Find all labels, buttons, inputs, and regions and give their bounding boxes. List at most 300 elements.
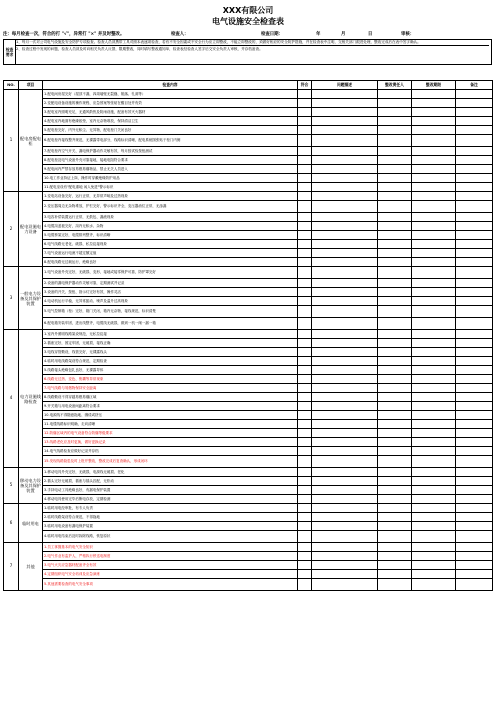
table-row: [4, 477, 493, 486]
conform-cell[interactable]: [298, 504, 312, 513]
check-content: 4.移动电具使用完毕后断电存放，定期检测: [43, 495, 298, 504]
deadline-cell[interactable]: [412, 231, 456, 240]
section-item: 配电设施电力设备: [19, 192, 43, 267]
deadline-cell[interactable]: [412, 420, 456, 429]
check-content: 4.定期组织电气安全培训及应急演练: [43, 570, 298, 579]
responsible-cell[interactable]: [378, 552, 412, 561]
remark-cell[interactable]: [456, 297, 493, 306]
problem-cell[interactable]: [312, 552, 378, 561]
problem-cell[interactable]: [312, 531, 378, 543]
check-content: 9.配电间内严禁存放易燃易爆物品，禁止无关人员进入: [43, 165, 298, 174]
column-header: NO.: [4, 81, 19, 90]
remark-cell[interactable]: [456, 468, 493, 477]
deadline-cell[interactable]: [412, 522, 456, 531]
responsible-cell[interactable]: [378, 393, 412, 402]
responsible-cell[interactable]: [378, 357, 412, 366]
responsible-cell[interactable]: [378, 135, 412, 147]
remark-cell[interactable]: [456, 156, 493, 165]
responsible-cell[interactable]: [378, 126, 412, 135]
problem-cell[interactable]: [312, 174, 378, 183]
responsible-cell[interactable]: [378, 288, 412, 297]
conform-cell[interactable]: [298, 456, 312, 468]
remark-cell[interactable]: [456, 411, 493, 420]
deadline-cell[interactable]: [412, 330, 456, 339]
responsible-cell[interactable]: [378, 456, 412, 468]
conform-cell[interactable]: [298, 429, 312, 438]
responsible-cell[interactable]: [378, 579, 412, 591]
problem-cell[interactable]: [312, 393, 378, 402]
conform-cell[interactable]: [298, 384, 312, 393]
responsible-cell[interactable]: [378, 213, 412, 222]
conform-cell[interactable]: [298, 156, 312, 165]
remark-cell[interactable]: [456, 213, 493, 222]
remark-cell[interactable]: [456, 147, 493, 156]
problem-cell[interactable]: [312, 222, 378, 231]
problem-cell[interactable]: [312, 420, 378, 429]
conform-cell[interactable]: [298, 201, 312, 213]
responsible-cell[interactable]: [378, 330, 412, 339]
problem-cell[interactable]: [312, 543, 378, 552]
problem-cell[interactable]: [312, 258, 378, 267]
conform-cell[interactable]: [298, 192, 312, 201]
remark-cell[interactable]: [456, 249, 493, 258]
check-content: 5.电缆桥架完好，电缆排列整齐，标识清晰: [43, 231, 298, 240]
remark-cell[interactable]: [456, 543, 493, 552]
meta-bar: [3, 29, 493, 39]
problem-cell[interactable]: [312, 522, 378, 531]
remark-cell[interactable]: [456, 348, 493, 357]
responsible-cell[interactable]: [378, 306, 412, 318]
conform-cell[interactable]: [298, 90, 312, 99]
conform-cell[interactable]: [298, 318, 312, 330]
problem-cell[interactable]: [312, 504, 378, 513]
conform-cell[interactable]: [298, 147, 312, 156]
remark-cell[interactable]: [456, 486, 493, 495]
deadline-cell[interactable]: [412, 318, 456, 330]
deadline-cell[interactable]: [412, 306, 456, 318]
remark-cell[interactable]: [456, 561, 493, 570]
problem-cell[interactable]: [312, 213, 378, 222]
remark-cell[interactable]: [456, 477, 493, 486]
conform-cell[interactable]: [298, 420, 312, 429]
remark-cell[interactable]: [456, 357, 493, 366]
problem-cell[interactable]: [312, 330, 378, 339]
column-header: 项目: [19, 81, 43, 90]
problem-cell[interactable]: [312, 288, 378, 297]
conform-cell[interactable]: [298, 258, 312, 267]
remark-cell[interactable]: [456, 126, 493, 135]
deadline-cell[interactable]: [412, 531, 456, 543]
responsible-cell[interactable]: [378, 339, 412, 348]
remark-cell[interactable]: [456, 183, 493, 192]
remark-cell[interactable]: [456, 531, 493, 543]
remark-cell[interactable]: [456, 438, 493, 447]
remark-cell[interactable]: [456, 279, 493, 288]
responsible-cell[interactable]: [378, 366, 412, 375]
responsible-cell[interactable]: [378, 231, 412, 240]
check-content: 14.电气线路检查应做好记录并存档: [43, 447, 298, 456]
problem-cell[interactable]: [312, 366, 378, 375]
responsible-cell[interactable]: [378, 90, 412, 99]
remark-cell[interactable]: [456, 393, 493, 402]
conform-cell[interactable]: [298, 543, 312, 552]
deadline-cell[interactable]: [412, 561, 456, 570]
table-row: [4, 231, 493, 240]
conform-cell[interactable]: [298, 570, 312, 579]
problem-cell[interactable]: [312, 165, 378, 174]
deadline-cell[interactable]: [412, 456, 456, 468]
responsible-cell[interactable]: [378, 99, 412, 108]
problem-cell[interactable]: [312, 318, 378, 330]
requirements-box: [3, 39, 492, 65]
deadline-cell[interactable]: [412, 147, 456, 156]
remark-cell[interactable]: [456, 579, 493, 591]
problem-cell[interactable]: [312, 147, 378, 156]
responsible-cell[interactable]: [378, 156, 412, 165]
table-row: [4, 411, 493, 420]
deadline-cell[interactable]: [412, 174, 456, 183]
conform-cell[interactable]: [298, 561, 312, 570]
conform-cell[interactable]: [298, 330, 312, 339]
deadline-cell[interactable]: [412, 375, 456, 384]
conform-cell[interactable]: [298, 402, 312, 411]
check-content: 4.临时用电线路架设符合规范，定期检查: [43, 357, 298, 366]
check-content: 4.临时用电结束后及时拆除线路，恢复原状: [43, 531, 298, 543]
check-content: 2.临时线路架设符合规范，不得拖地: [43, 513, 298, 522]
conform-cell[interactable]: [298, 165, 312, 174]
responsible-cell[interactable]: [378, 468, 412, 477]
conform-cell[interactable]: [298, 183, 312, 192]
check-content: 5.电气控制箱（柜）完好，箱门关闭，箱内无杂物，接线规范，标识清楚: [43, 306, 298, 318]
remark-cell[interactable]: [456, 522, 493, 531]
deadline-cell[interactable]: [412, 477, 456, 486]
conform-cell[interactable]: [298, 486, 312, 495]
column-header: 整改期限: [412, 81, 456, 90]
conform-cell[interactable]: [298, 222, 312, 231]
conform-cell[interactable]: [298, 99, 312, 108]
remark-cell[interactable]: [456, 552, 493, 561]
requirement-line: 2、检查过程中发现的问题，检查人员须及时向相关负责人反馈，限期整改，同时填写整改通知单，检查表经检查人签字后交安全负责人审核，并存档备查。: [16, 47, 263, 52]
deadline-cell[interactable]: [412, 468, 456, 477]
responsible-cell[interactable]: [378, 297, 412, 306]
responsible-cell[interactable]: [378, 486, 412, 495]
deadline-cell[interactable]: [412, 258, 456, 267]
table-row: [4, 495, 493, 504]
deadline-cell[interactable]: [412, 447, 456, 456]
conform-cell[interactable]: [298, 348, 312, 357]
remark-cell[interactable]: [456, 495, 493, 504]
conform-cell[interactable]: [298, 366, 312, 375]
remark-cell[interactable]: [456, 231, 493, 240]
section-number: 4: [4, 330, 19, 468]
responsible-cell[interactable]: [378, 147, 412, 156]
problem-cell[interactable]: [312, 579, 378, 591]
responsible-cell[interactable]: [378, 108, 412, 117]
responsible-cell[interactable]: [378, 279, 412, 288]
responsible-cell[interactable]: [378, 192, 412, 201]
deadline-cell[interactable]: [412, 90, 456, 99]
responsible-cell[interactable]: [378, 117, 412, 126]
remark-cell[interactable]: [456, 267, 493, 279]
problem-cell[interactable]: [312, 90, 378, 99]
remark-cell[interactable]: [456, 117, 493, 126]
responsible-cell[interactable]: [378, 477, 412, 486]
deadline-cell[interactable]: [412, 402, 456, 411]
remark-cell[interactable]: [456, 447, 493, 456]
deadline-cell[interactable]: [412, 579, 456, 591]
table-row: [4, 99, 493, 108]
problem-cell[interactable]: [312, 183, 378, 192]
problem-cell[interactable]: [312, 117, 378, 126]
deadline-cell[interactable]: [412, 513, 456, 522]
conform-cell[interactable]: [298, 279, 312, 288]
conform-cell[interactable]: [298, 531, 312, 543]
remark-cell[interactable]: [456, 192, 493, 201]
deadline-cell[interactable]: [412, 192, 456, 201]
problem-cell[interactable]: [312, 99, 378, 108]
table-row: [4, 348, 493, 357]
conform-cell[interactable]: [298, 108, 312, 117]
responsible-cell[interactable]: [378, 240, 412, 249]
deadline-cell[interactable]: [412, 486, 456, 495]
conform-cell[interactable]: [298, 126, 312, 135]
responsible-cell[interactable]: [378, 522, 412, 531]
deadline-cell[interactable]: [412, 570, 456, 579]
conform-cell[interactable]: [298, 288, 312, 297]
conform-cell[interactable]: [298, 240, 312, 249]
deadline-cell[interactable]: [412, 288, 456, 297]
table-row: [4, 318, 493, 330]
deadline-cell[interactable]: [412, 504, 456, 513]
responsible-cell[interactable]: [378, 249, 412, 258]
remark-cell[interactable]: [456, 375, 493, 384]
table-row: [4, 279, 493, 288]
problem-cell[interactable]: [312, 477, 378, 486]
problem-cell[interactable]: [312, 495, 378, 504]
conform-cell[interactable]: [298, 117, 312, 126]
deadline-cell[interactable]: [412, 165, 456, 174]
problem-cell[interactable]: [312, 126, 378, 135]
responsible-cell[interactable]: [378, 348, 412, 357]
responsible-cell[interactable]: [378, 561, 412, 570]
responsible-cell[interactable]: [378, 438, 412, 447]
problem-cell[interactable]: [312, 135, 378, 147]
problem-cell[interactable]: [312, 249, 378, 258]
problem-cell[interactable]: [312, 357, 378, 366]
deadline-cell[interactable]: [412, 249, 456, 258]
remark-cell[interactable]: [456, 165, 493, 174]
conform-cell[interactable]: [298, 522, 312, 531]
responsible-cell[interactable]: [378, 402, 412, 411]
deadline-cell[interactable]: [412, 429, 456, 438]
deadline-cell[interactable]: [412, 411, 456, 420]
problem-cell[interactable]: [312, 231, 378, 240]
remark-cell[interactable]: [456, 288, 493, 297]
remark-cell[interactable]: [456, 384, 493, 393]
section-number: 6: [4, 504, 19, 543]
problem-cell[interactable]: [312, 297, 378, 306]
responsible-cell[interactable]: [378, 183, 412, 192]
responsible-cell[interactable]: [378, 429, 412, 438]
remark-cell[interactable]: [456, 504, 493, 513]
responsible-cell[interactable]: [378, 258, 412, 267]
deadline-cell[interactable]: [412, 183, 456, 192]
responsible-cell[interactable]: [378, 165, 412, 174]
problem-cell[interactable]: [312, 438, 378, 447]
deadline-cell[interactable]: [412, 366, 456, 375]
remark-cell[interactable]: [456, 99, 493, 108]
remark-cell[interactable]: [456, 570, 493, 579]
conform-cell[interactable]: [298, 495, 312, 504]
conform-cell[interactable]: [298, 231, 312, 240]
deadline-cell[interactable]: [412, 357, 456, 366]
conform-cell[interactable]: [298, 447, 312, 456]
problem-cell[interactable]: [312, 456, 378, 468]
problem-cell[interactable]: [312, 240, 378, 249]
conform-cell[interactable]: [298, 135, 312, 147]
deadline-cell[interactable]: [412, 240, 456, 249]
conform-cell[interactable]: [298, 249, 312, 258]
problem-cell[interactable]: [312, 384, 378, 393]
conform-cell[interactable]: [298, 306, 312, 318]
table-row: [4, 570, 493, 579]
conform-cell[interactable]: [298, 267, 312, 279]
conform-cell[interactable]: [298, 438, 312, 447]
conform-cell[interactable]: [298, 174, 312, 183]
deadline-cell[interactable]: [412, 117, 456, 126]
problem-cell[interactable]: [312, 306, 378, 318]
deadline-cell[interactable]: [412, 348, 456, 357]
conform-cell[interactable]: [298, 297, 312, 306]
remark-cell[interactable]: [456, 513, 493, 522]
conform-cell[interactable]: [298, 357, 312, 366]
responsible-cell[interactable]: [378, 375, 412, 384]
remark-cell[interactable]: [456, 339, 493, 348]
deadline-cell[interactable]: [412, 267, 456, 279]
problem-cell[interactable]: [312, 468, 378, 477]
deadline-cell[interactable]: [412, 384, 456, 393]
problem-cell[interactable]: [312, 279, 378, 288]
check-content: 10.电源线不得随意拖地、缠绕或挤压: [43, 411, 298, 420]
responsible-cell[interactable]: [378, 531, 412, 543]
table-row: [4, 135, 493, 147]
remark-cell[interactable]: [456, 240, 493, 249]
responsible-cell[interactable]: [378, 222, 412, 231]
conform-cell[interactable]: [298, 375, 312, 384]
problem-cell[interactable]: [312, 108, 378, 117]
check-content: 4.配电室内地面有绝缘胶垫，室内无杂物堆放，保持清洁卫生: [43, 117, 298, 126]
responsible-cell[interactable]: [378, 504, 412, 513]
problem-cell[interactable]: [312, 156, 378, 165]
responsible-cell[interactable]: [378, 201, 412, 213]
requirements-label: 检查要求: [4, 40, 16, 64]
remark-cell[interactable]: [456, 456, 493, 468]
deadline-cell[interactable]: [412, 339, 456, 348]
deadline-cell[interactable]: [412, 543, 456, 552]
deadline-cell[interactable]: [412, 135, 456, 147]
deadline-cell[interactable]: [412, 495, 456, 504]
problem-cell[interactable]: [312, 201, 378, 213]
conform-cell[interactable]: [298, 393, 312, 402]
problem-cell[interactable]: [312, 447, 378, 456]
responsible-cell[interactable]: [378, 513, 412, 522]
deadline-cell[interactable]: [412, 99, 456, 108]
remark-cell[interactable]: [456, 366, 493, 375]
table-row: [4, 156, 493, 165]
conform-cell[interactable]: [298, 579, 312, 591]
problem-cell[interactable]: [312, 411, 378, 420]
remark-cell[interactable]: [456, 108, 493, 117]
remark-cell[interactable]: [456, 135, 493, 147]
deadline-cell[interactable]: [412, 393, 456, 402]
responsible-cell[interactable]: [378, 318, 412, 330]
deadline-cell[interactable]: [412, 438, 456, 447]
problem-cell[interactable]: [312, 375, 378, 384]
deadline-cell[interactable]: [412, 552, 456, 561]
problem-cell[interactable]: [312, 339, 378, 348]
deadline-cell[interactable]: [412, 201, 456, 213]
problem-cell[interactable]: [312, 348, 378, 357]
responsible-cell[interactable]: [378, 543, 412, 552]
deadline-cell[interactable]: [412, 222, 456, 231]
responsible-cell[interactable]: [378, 267, 412, 279]
problem-cell[interactable]: [312, 570, 378, 579]
responsible-cell[interactable]: [378, 420, 412, 429]
remark-cell[interactable]: [456, 174, 493, 183]
deadline-cell[interactable]: [412, 126, 456, 135]
conform-cell[interactable]: [298, 477, 312, 486]
remark-cell[interactable]: [456, 402, 493, 411]
remark-cell[interactable]: [456, 258, 493, 267]
remark-cell[interactable]: [456, 429, 493, 438]
responsible-cell[interactable]: [378, 174, 412, 183]
remark-cell[interactable]: [456, 420, 493, 429]
responsible-cell[interactable]: [378, 495, 412, 504]
deadline-cell[interactable]: [412, 108, 456, 117]
remark-cell[interactable]: [456, 306, 493, 318]
section-number: 1: [4, 90, 19, 192]
deadline-cell[interactable]: [412, 156, 456, 165]
conform-cell[interactable]: [298, 213, 312, 222]
problem-cell[interactable]: [312, 429, 378, 438]
problem-cell[interactable]: [312, 561, 378, 570]
deadline-cell[interactable]: [412, 213, 456, 222]
conform-cell[interactable]: [298, 468, 312, 477]
deadline-cell[interactable]: [412, 297, 456, 306]
remark-cell[interactable]: [456, 318, 493, 330]
conform-cell[interactable]: [298, 513, 312, 522]
responsible-cell[interactable]: [378, 570, 412, 579]
problem-cell[interactable]: [312, 486, 378, 495]
problem-cell[interactable]: [312, 192, 378, 201]
responsible-cell[interactable]: [378, 447, 412, 456]
conform-cell[interactable]: [298, 411, 312, 420]
check-content: 7.配电柜内空气开关、漏电保护器动作灵敏有效，每月按试验按钮测试: [43, 147, 298, 156]
remark-cell[interactable]: [456, 90, 493, 99]
problem-cell[interactable]: [312, 402, 378, 411]
conform-cell[interactable]: [298, 552, 312, 561]
problem-cell[interactable]: [312, 267, 378, 279]
responsible-cell[interactable]: [378, 384, 412, 393]
conform-cell[interactable]: [298, 339, 312, 348]
remark-cell[interactable]: [456, 201, 493, 213]
responsible-cell[interactable]: [378, 411, 412, 420]
problem-cell[interactable]: [312, 513, 378, 522]
deadline-cell[interactable]: [412, 279, 456, 288]
remark-cell[interactable]: [456, 330, 493, 339]
remark-cell[interactable]: [456, 222, 493, 231]
day-label: 日: [368, 32, 373, 37]
